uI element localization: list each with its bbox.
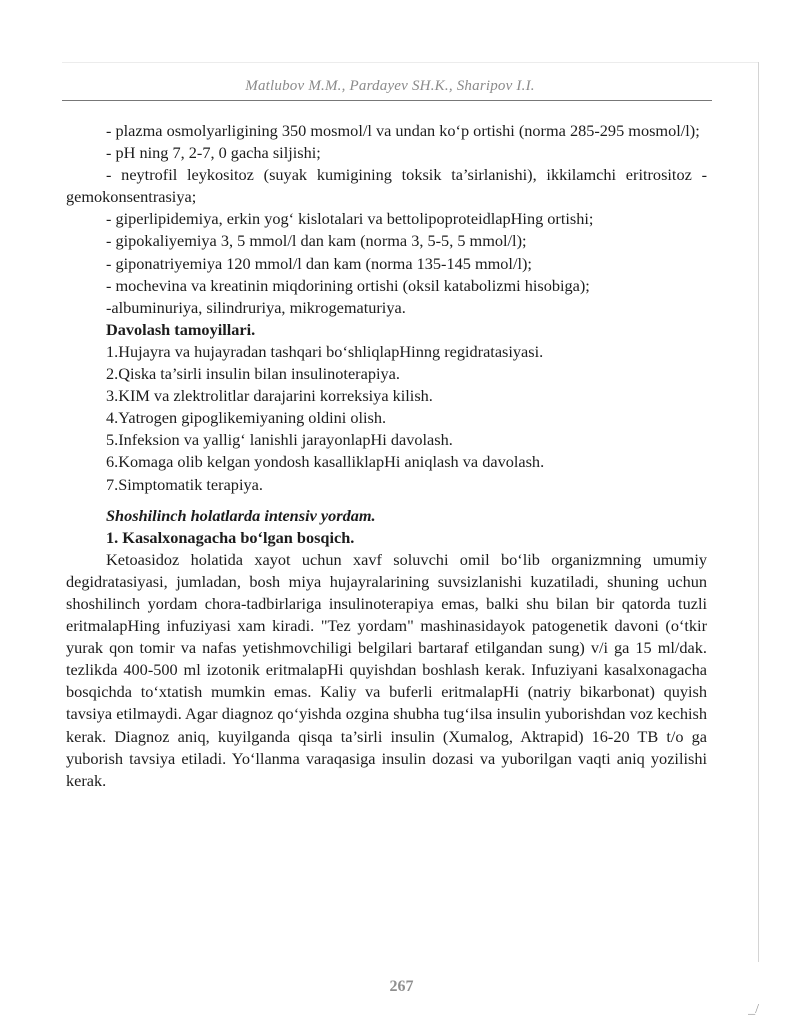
principle-item: 6.Komaga olib kelgan yondosh kasalliklapHi aniqlash va davolash. — [106, 452, 545, 472]
lab-item-albuminuria: -albuminuriya, silindruriya, mikrogematuriya. — [106, 297, 406, 317]
principle-item: 3.KIM va zlektrolitlar darajarini korreksiya kilish. — [106, 386, 433, 406]
prehospital-paragraph: Ketoasidoz holatida xayot uchun xavf soluvchi omil bo‘lib organizmning umumiy degidratasiyasi, jumladan, bosh miya hujayralarining suvsizlanishi kuzatiladi, shuning uchun shoshilinch yordam chora-tadbirlariga insulinoterapiya emas, balki shu bilan bir qatorda tuzli eritmalapHing infuziyasi xam kiradi. "Tez yordam" mashinasidayok patogenetik davoni (o‘tkir yurak qon tomir va nafas yetishmovchiligi belgilari bartaraf etilgandan sung) v/i ga 15 ml/dak. tezlikda 400-500 ml izotonik eritmalapHi quyishdan boshlash kerak. Infuziyani kasalxonagacha bosqichda to‘xtatish mumkin emas. Kaliy va buferli eritmalapHi (natriy bikarbonat) quyish tavsiya etilmaydi. Agar diagnoz qo‘yishda ozgina shubha tug‘ilsa insulin yuborishdan voz kechish kerak. Diagnoz aniq, kuyilganda qisqa ta’sirli insulin (Xumalog, Aktrapid) 16-20 TB t/o ga yuborish tavsiya etiladi. Yo‘llanma varaqasiga insulin dozasi va yuborilgan vaqti aniq yozilishi kerak. — [66, 549, 707, 790]
corner-mark: _/ — [748, 1002, 759, 1017]
lab-item-ph: - pH ning 7, 2-7, 0 gacha siljishi; — [106, 143, 321, 163]
page-body — [66, 120, 707, 792]
lab-item-osmolarity: - plazma osmolyarligining 350 mosmol/l va undan ko‘p ortishi (norma 285-295 mosmol/l); — [106, 121, 700, 140]
page-number: 267 — [389, 978, 414, 995]
principle-item: 2.Qiska ta’sirli insulin bilan insulinoterapiya. — [106, 364, 400, 384]
lab-item-leukocytosis: - neytrofil leykositoz (suyak kumigining toksik ta’sirlanishi), ikkilamchi eritrositoz - gemokonsentrasiya; — [66, 165, 707, 207]
lab-item-hypokalemia: - gipokaliyemiya 3, 5 mmol/l dan kam (norma 3, 5-5, 5 mmol/l); — [106, 231, 527, 251]
running-header: Matlubov M.M., Pardayev SH.K., Sharipov I.I. — [245, 78, 535, 94]
lab-item-hyponatremia: - giponatriyemiya 120 mmol/l dan kam (norma 135-145 mmol/l); — [106, 253, 532, 273]
header-rule — [62, 100, 712, 101]
page-edge-top — [62, 62, 759, 63]
principle-item: 4.Yatrogen gipoglikemiyaning oldini olish. — [106, 408, 387, 428]
prehospital-stage-heading: 1. Kasalxonagacha bo‘lgan bosqich. — [106, 527, 355, 547]
principle-item: 1.Hujayra va hujayradan tashqari bo‘shliqlapHinng regidratasiyasi. — [106, 341, 544, 361]
principle-item: 5.Infeksion va yallig‘ lanishli jarayonlapHi davolash. — [106, 430, 453, 450]
emergency-heading: Shoshilinch holatlarda intensiv yordam. — [106, 505, 376, 525]
page-edge-right — [758, 62, 759, 962]
principles-heading: Davolash tamoyillari. — [106, 319, 256, 339]
lab-item-hyperlipidemia: - giperlipidemiya, erkin yog‘ kislotalari va bettolipoproteidlapHing ortishi; — [106, 209, 594, 229]
lab-item-urea-creatinine: - mochevina va kreatinin miqdorining ortishi (oksil katabolizmi hisobiga); — [106, 275, 590, 295]
principle-item: 7.Simptomatik terapiya. — [106, 474, 263, 494]
